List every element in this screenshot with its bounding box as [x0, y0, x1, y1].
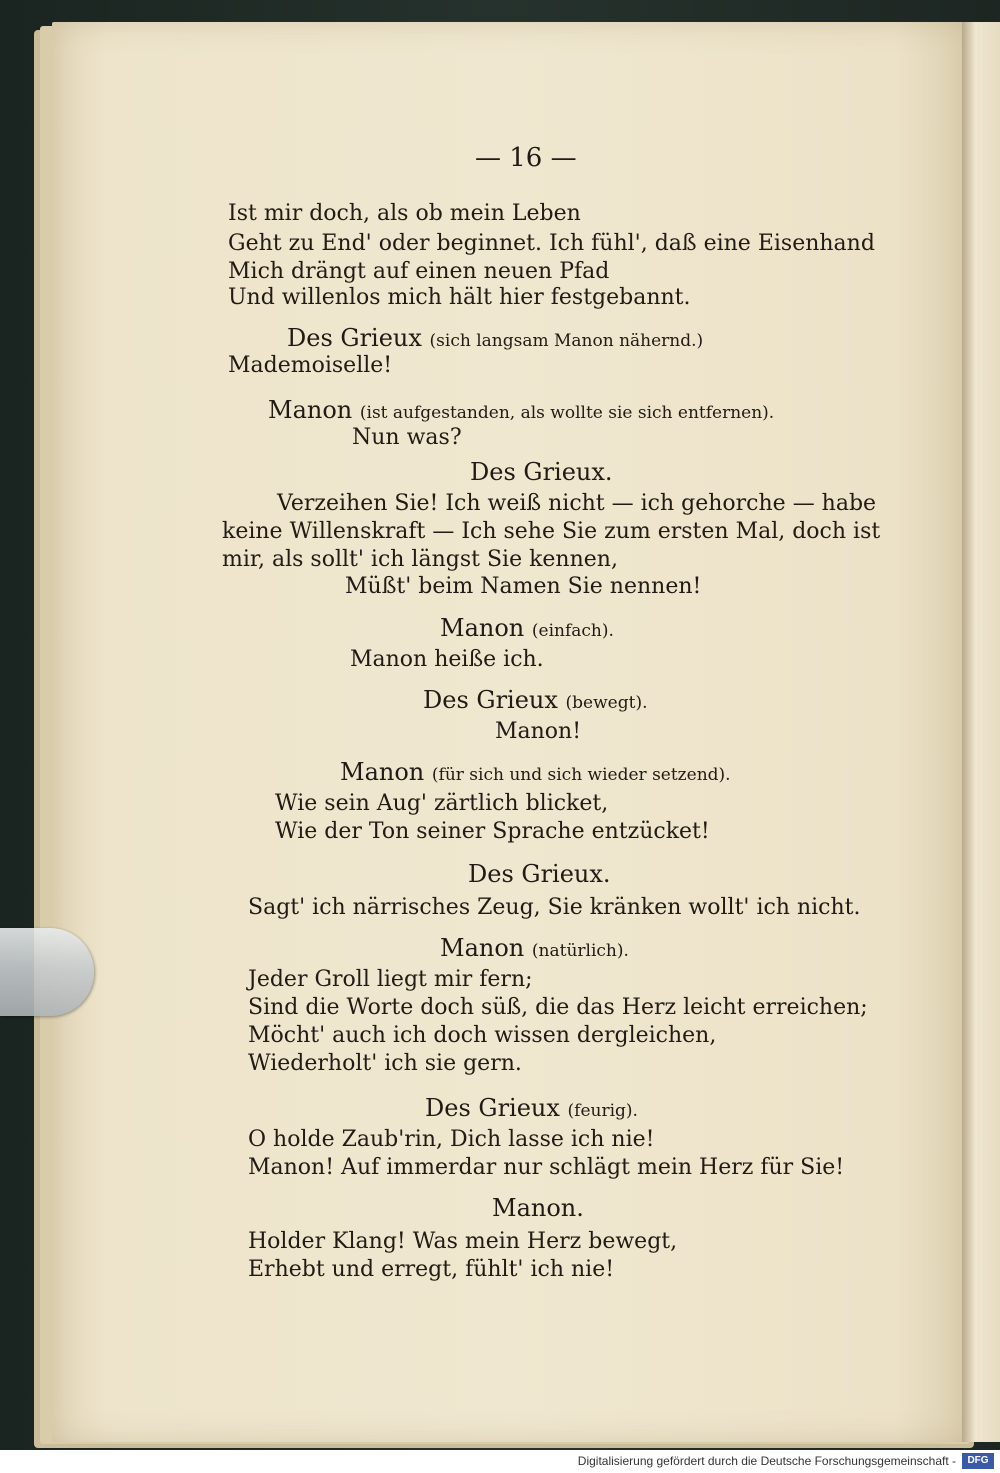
speaker-name: Des Grieux.	[470, 458, 613, 486]
speaker-line	[268, 396, 774, 427]
speaker-name: Manon	[268, 396, 353, 424]
speaker-line	[470, 458, 613, 486]
text-line: Erhebt und erregt, fühlt' ich nie!	[248, 1257, 615, 1282]
speaker-line	[340, 758, 731, 789]
stage-direction: (sich langsam Manon nähernd.)	[429, 331, 704, 351]
stage-direction: (natürlich).	[531, 941, 629, 961]
stage-direction: (feurig).	[567, 1101, 638, 1121]
speaker-name: Manon	[440, 934, 525, 962]
text-line: Manon!	[495, 719, 582, 744]
text-line: Sagt' ich närrisches Zeug, Sie kränken wollt' ich nicht.	[248, 895, 861, 920]
text-line: Holder Klang! Was mein Herz bewegt,	[248, 1229, 678, 1254]
text-line: Manon! Auf immerdar nur schlägt mein Herz für Sie!	[248, 1155, 845, 1180]
speaker-line	[468, 860, 611, 888]
dfg-logo: DFG	[962, 1453, 994, 1469]
stage-direction: (für sich und sich wieder setzend).	[431, 765, 731, 785]
speaker-name: Des Grieux	[423, 686, 558, 714]
stage-direction: (bewegt).	[565, 693, 648, 713]
speaker-line	[425, 1094, 638, 1125]
speaker-name: Des Grieux	[425, 1094, 560, 1122]
text-line: Jeder Groll liegt mir fern;	[248, 967, 533, 992]
text-line: Verzeihen Sie! Ich weiß nicht — ich gehorche — habe	[277, 491, 877, 516]
speaker-line	[287, 324, 703, 355]
stage-direction: (ist aufgestanden, als wollte sie sich entfernen).	[359, 403, 775, 423]
stage-direction: (einfach).	[531, 621, 614, 641]
text-line: Mich drängt auf einen neuen Pfad	[228, 259, 610, 284]
text-line: mir, als sollt' ich längst Sie kennen,	[222, 547, 618, 572]
text-line: Mademoiselle!	[228, 353, 393, 378]
text-line: Möcht' auch ich doch wissen dergleichen,	[248, 1023, 717, 1048]
page-number: — 16 —	[475, 143, 577, 173]
text-line: Nun was?	[352, 425, 462, 450]
footer-bar	[0, 1450, 1000, 1473]
speaker-name: Manon	[440, 614, 525, 642]
text-line: Und willenlos mich hält hier festgebannt.	[228, 285, 691, 310]
speaker-line	[440, 934, 629, 965]
speaker-name: Manon	[340, 758, 425, 786]
text-line: Wiederholt' ich sie gern.	[248, 1051, 522, 1076]
speaker-line	[492, 1194, 584, 1222]
speaker-name: Manon.	[492, 1194, 584, 1222]
speaker-name: Des Grieux.	[468, 860, 611, 888]
text-line: Wie der Ton seiner Sprache entzücket!	[275, 819, 710, 844]
text-line: Müßt' beim Namen Sie nennen!	[345, 574, 702, 599]
speaker-name: Des Grieux	[287, 324, 422, 352]
text-line: Geht zu End' oder beginnet. Ich fühl', daß eine Eisenhand	[228, 231, 875, 256]
text-line: Manon heiße ich.	[350, 647, 544, 672]
text-line: Wie sein Aug' zärtlich blicket,	[275, 791, 609, 816]
text-line: Ist mir doch, als ob mein Leben	[228, 201, 581, 226]
text-line: keine Willenskraft — Ich sehe Sie zum ersten Mal, doch ist	[222, 519, 881, 544]
speaker-line	[423, 686, 647, 717]
speaker-line	[440, 614, 614, 645]
text-line: O holde Zaub'rin, Dich lasse ich nie!	[248, 1127, 655, 1152]
footer-credit: Digitalisierung gefördert durch die Deutsche Forschungsgemeinschaft -	[577, 1454, 956, 1468]
text-line: Sind die Worte doch süß, die das Herz leicht erreichen;	[248, 995, 868, 1020]
